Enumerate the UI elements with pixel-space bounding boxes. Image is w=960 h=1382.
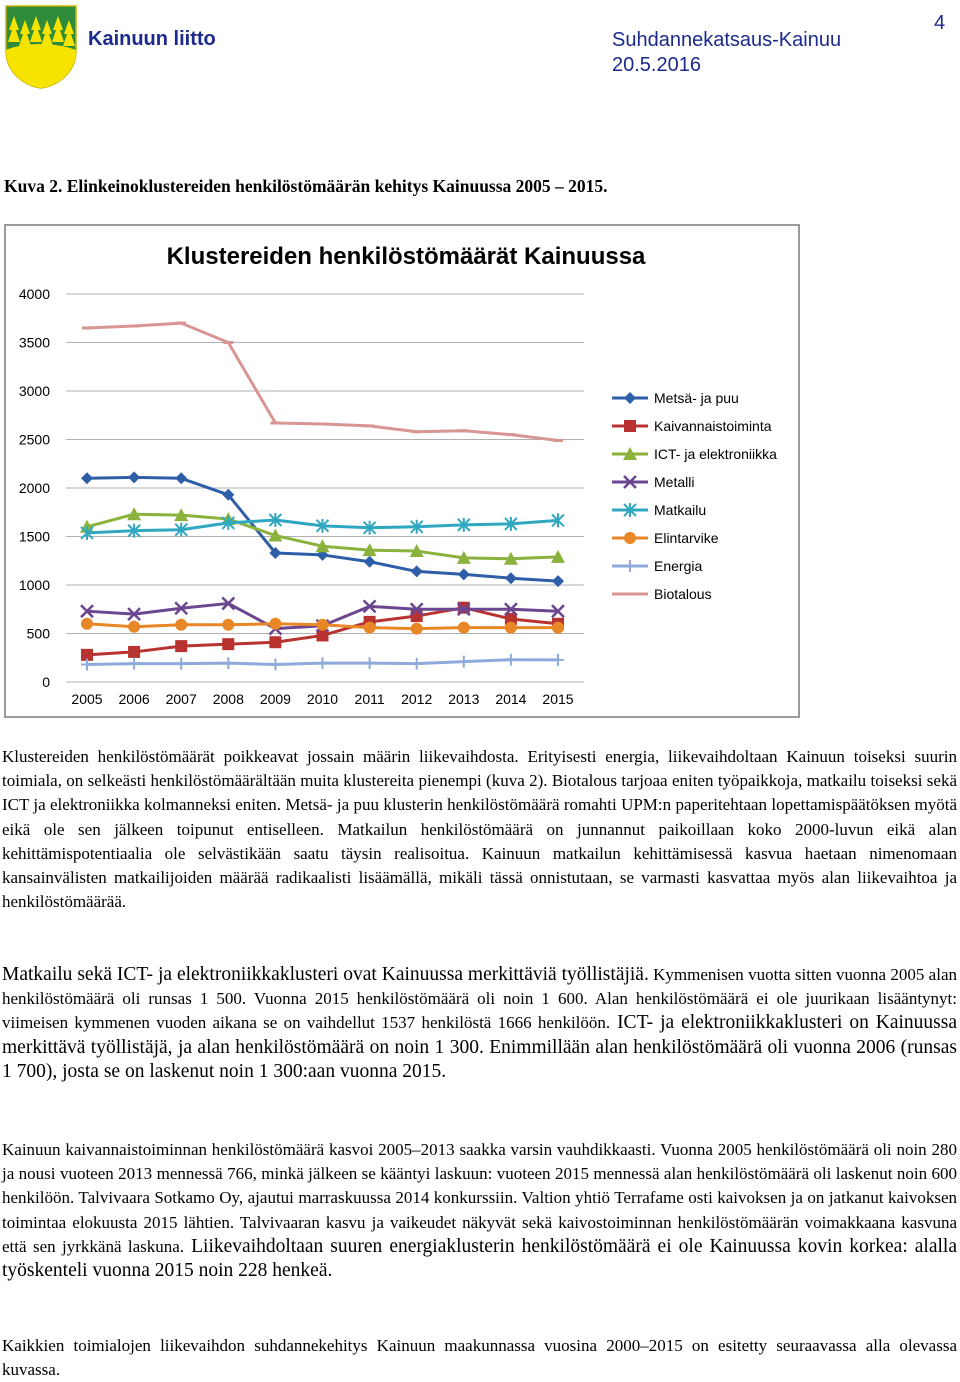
data-point-kaivannaistoiminta <box>222 638 234 650</box>
data-point-elintarvike <box>552 622 564 634</box>
data-point-energia <box>222 657 234 669</box>
x-tick-label: 2012 <box>401 691 433 707</box>
organization-name: Kainuun liitto <box>88 28 216 50</box>
legend-label: Metalli <box>654 474 695 490</box>
x-tick-label: 2011 <box>354 691 385 707</box>
data-point-kaivannaistoiminta <box>269 636 281 648</box>
document-date: 20.5.2016 <box>612 54 701 76</box>
data-point-elintarvike <box>269 618 281 630</box>
paragraph-2-body: Kymmenisen vuotta sitten vuonna 2005 alan henkilöstömäärä oli runsas 1 500. Vuonna 2015 henkilöstömäärä oli noin 1 600. Alan henkilöstömäärä ei ole juurikaan lisääntynyt: viimeisen kymmenen vuoden aikana se on vaihdellut 1537 henkilöstä 1666 henkilöön. <box>2 965 957 1033</box>
y-tick-label: 3500 <box>18 334 50 351</box>
x-tick-label: 2014 <box>495 691 527 707</box>
legend-label: ICT- ja elektroniikka <box>654 446 777 462</box>
y-tick-label: 2500 <box>18 431 50 448</box>
x-tick-label: 2008 <box>212 691 244 707</box>
data-point-energia <box>269 659 281 671</box>
data-point-energia <box>175 658 187 670</box>
document-header <box>612 28 841 78</box>
legend-label: Energia <box>654 558 703 574</box>
legend-label: Metsä- ja puu <box>654 390 739 406</box>
x-tick-label: 2006 <box>118 691 150 707</box>
data-point-metsä-ja-puu <box>458 568 470 580</box>
paragraph-2-lead: Matkailu sekä ICT- ja elektroniikkaklusteri ovat Kainuussa merkittäviä työllistäjiä. <box>2 964 649 985</box>
x-tick-label: 2009 <box>259 691 291 707</box>
data-point-elintarvike <box>411 623 423 635</box>
data-point-elintarvike <box>458 622 470 634</box>
kainuun-liitto-logo <box>4 4 78 90</box>
legend-label: Biotalous <box>654 586 712 602</box>
y-tick-label: 1000 <box>18 577 50 593</box>
data-point-metsä-ja-puu <box>411 565 423 577</box>
data-point-metsä-ja-puu <box>81 472 93 484</box>
data-point-elintarvike <box>364 622 376 634</box>
x-tick-label: 2010 <box>306 691 339 707</box>
data-point-kaivannaistoiminta <box>175 640 187 652</box>
paragraph-4: Kaikkien toimialojen liikevaihdon suhdannekehitys Kainuun maakunnassa vuosina 2000–2015 on esitetty seuraavassa alla olevassa kuvassa. <box>2 1336 957 1380</box>
chart-container <box>4 224 800 718</box>
y-tick-label: 2000 <box>18 480 50 496</box>
legend-marker <box>624 420 636 432</box>
legend-marker <box>624 560 636 572</box>
data-point-metsä-ja-puu <box>175 472 187 484</box>
x-tick-label: 2013 <box>448 691 480 707</box>
data-point-metsä-ja-puu <box>505 572 517 584</box>
logo-ground <box>6 44 76 88</box>
legend-label: Matkailu <box>654 502 707 518</box>
data-point-elintarvike <box>222 619 234 631</box>
y-tick-label: 4000 <box>18 286 50 302</box>
data-point-elintarvike <box>128 621 140 633</box>
data-point-kaivannaistoiminta <box>128 646 140 658</box>
y-tick-label: 3000 <box>18 383 50 399</box>
x-tick-label: 2005 <box>71 691 103 707</box>
figure-caption: Kuva 2. Elinkeinoklustereiden henkilöstömäärän kehitys Kainuussa 2005 – 2015. <box>4 176 608 196</box>
paragraph-2-ict: ICT- ja elektroniikkaklusteri on Kainuussa merkittävä työllistäjä, ja alan henkilöstömäärä on noin 1 300. Enimmillään alan henkilöstömäärä oli vuonna 2006 (runsas 1 700), josta se on laskenut noin 1 300:aan vuonna 2015. <box>2 1012 957 1082</box>
chart-title: Klustereiden henkilöstömäärät Kainuussa <box>166 243 646 270</box>
data-point-energia <box>458 656 470 668</box>
y-tick-label: 1500 <box>18 528 50 545</box>
data-point-elintarvike <box>505 622 517 634</box>
paragraph-3 <box>2 1138 957 1283</box>
legend-label: Kaivannaistoiminta <box>654 418 772 434</box>
data-point-metsä-ja-puu <box>364 556 376 568</box>
y-tick-label: 0 <box>42 674 50 690</box>
data-point-energia <box>411 658 423 670</box>
data-point-elintarvike <box>81 618 93 630</box>
x-tick-label: 2007 <box>165 691 197 707</box>
data-point-energia <box>317 657 329 669</box>
data-point-energia <box>364 657 376 669</box>
legend-marker <box>624 392 636 404</box>
data-point-metsä-ja-puu <box>128 471 140 483</box>
data-point-elintarvike <box>175 619 187 631</box>
paragraph-3-energy: Liikevaihdoltaan suuren energiaklusterin henkilöstömäärä ei ole Kainuussa kovin korkea: alalla työskenteli vuonna 2015 noin 228 henkeä. <box>2 1235 957 1282</box>
page-number: 4 <box>934 12 946 34</box>
paragraph-1: Klustereiden henkilöstömäärät poikkeavat jossain määrin liikevaihdosta. Erityisesti energia, liikevaihdoltaan Kainuun toiseksi suurin toimiala, on selkeästi henkilöstömäärältään muita klustereita pienempi (kuva 2). Biotalous tarjoaa eniten työpaikkoja, matkailu toiseksi sekä ICT ja elektroniikka kolmanneksi eniten. Metsä- ja puu klusterin henkilöstömäärä romahti UPM:n paperitehtaan lopettamispäätöksen myötä eikä ole sen jälkeen toipunut entiselleen. Matkailun henkilöstömäärä on junnannut paikoillaan koko 2000-luvun eikä alan kehittämispotentiaalia ole selvästikään saatu täysin realisoitua. Kainuun matkailun kehittämisessä kasvua haetaan nimenomaan kansainvälisten matkailijoiden määrää radikaalisti lisäämällä, mikäli tässä onnistutaan, se varmasti kasvattaa myös alan liikevaihtoa ja henkilöstömäärää. <box>2 747 957 912</box>
y-tick-label: 500 <box>26 625 50 642</box>
data-point-elintarvike <box>317 619 329 631</box>
data-point-energia <box>128 658 140 670</box>
data-point-energia <box>552 654 564 666</box>
paragraph-3-body: Kainuun kaivannaistoiminnan henkilöstömäärä kasvoi 2005–2013 saakka varsin vauhdikkaasti. Vuonna 2005 henkilöstömäärä oli noin 280 ja nousi vuoteen 2013 mennessä 766, minkä jälkeen se kääntyi laskuun: vuoteen 2015 mennessä alan henkilöstömäärä oli laskenut noin 600 henkilöön. Talvivaara Sotkamo Oy, ajautui marraskuussa 2014 konkurssiin. Valtion yhtiö Terrafame osti kaivoksen ja on jatkanut kaivoksen toimintaa elokuusta 2015 lähtien. Talvivaaran kasvu ja vaikeudet näkyvät sekä kaivostoiminnan henkilöstömäärän voimakkaana kasvuna että sen jyrkkänä laskuna. <box>2 1140 957 1256</box>
data-point-energia <box>505 654 517 666</box>
line-chart <box>6 226 798 716</box>
legend-marker <box>624 532 636 544</box>
legend-label: Elintarvike <box>654 530 719 546</box>
document-title: Suhdannekatsaus-Kainuu <box>612 29 842 51</box>
paragraph-2 <box>2 963 957 1084</box>
x-tick-label: 2015 <box>542 691 574 707</box>
